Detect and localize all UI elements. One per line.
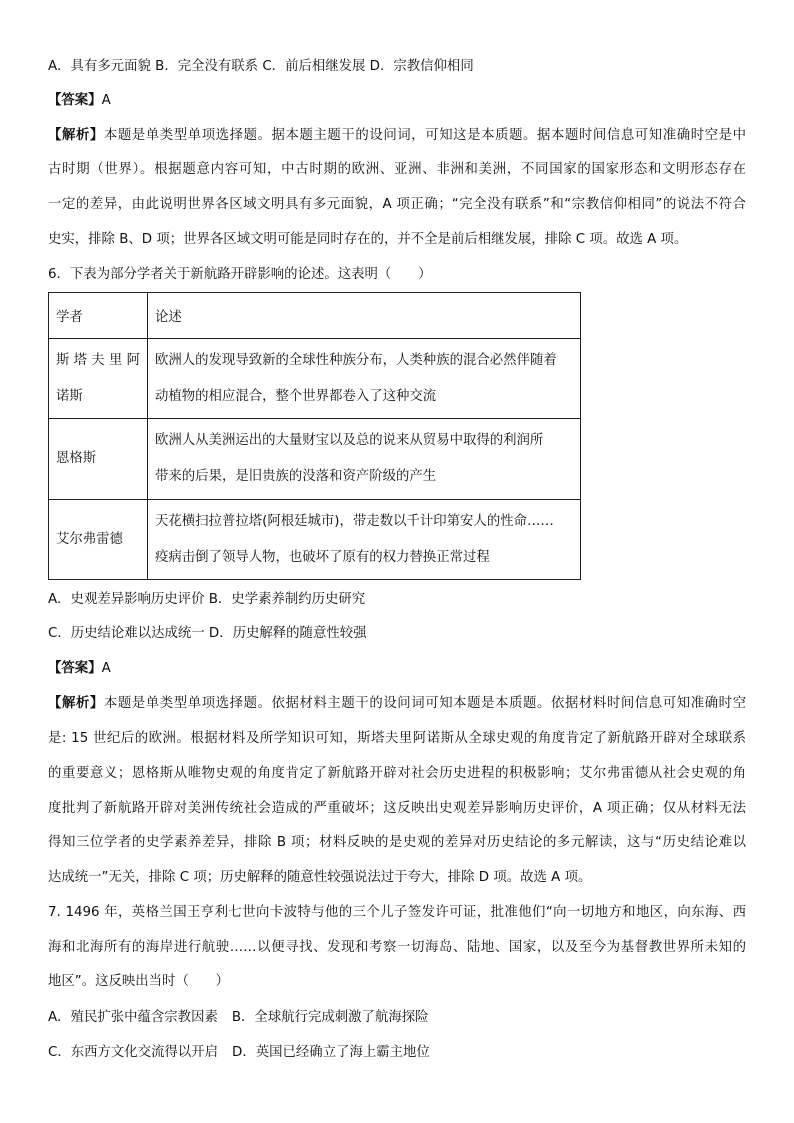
q7-options-row-2 bbox=[48, 1043, 430, 1063]
table-header-row bbox=[49, 293, 581, 339]
q5-analysis-line-2: 古时期（世界）。根据题意内容可知，中古时期的欧洲、亚洲、非洲和美洲，不同国家的国家形态和文明形态存在 bbox=[48, 162, 746, 177]
table-row bbox=[49, 500, 581, 580]
q6-analysis-line-3: 的重要意义；恩格斯从唯物史观的角度肯定了新航路开辟对社会历史进程的积极影响；艾尔弗雷德从社会史观的角 bbox=[48, 766, 746, 781]
q5-options: A．具有多元面貌 B．完全没有联系 C．前后相继发展 D．宗教信仰相同 bbox=[48, 59, 474, 74]
option-b: B．全球航行完成刺激了航海探险 bbox=[231, 1010, 429, 1025]
table-row bbox=[49, 339, 581, 419]
scholar-cell: 艾尔弗雷德 bbox=[49, 500, 148, 580]
q7-stem-line-3: 地区”。这反映出当时（ ） bbox=[48, 974, 230, 989]
analysis-tag: 【解析】 bbox=[48, 128, 104, 143]
q6-analysis-line-1: 【解析】本题是单类型单项选择题。依据材料主题干的设问词可知本题是本质题。依据材料时间信息可知准确时空 bbox=[48, 696, 747, 711]
q5-analysis-line-1: 【解析】本题是单类型单项选择题。据本题主题干的设问词，可知这是本质题。据本题时间信息可知准确时空是中 bbox=[48, 128, 747, 143]
header-statement: 论述 bbox=[148, 293, 581, 339]
header-scholar: 学者 bbox=[49, 293, 148, 339]
q5-analysis-line-3: 一定的差异，由此说明世界各区域文明具有多元面貌，A 项正确；“完全没有联系”和“宗教信仰相同”的说法不符合 bbox=[48, 197, 746, 212]
q6-analysis-line-6: 达成统一”无关，排除 C 项；历史解释的随意性较强说法过于夸大，排除 D 项。故选 A 项。 bbox=[48, 870, 592, 885]
q6-analysis-line-5: 得知三位学者的史学素养差异，排除 B 项；材料反映的是史观的差异对历史结论的多元解读，这与“历史结论难以 bbox=[48, 835, 746, 850]
option-c: C．东西方文化交流得以开启 bbox=[48, 1045, 219, 1060]
option-d: D．英国已经确立了海上霸主地位 bbox=[232, 1045, 430, 1060]
q6-analysis-line-2: 是: 15 世纪后的欧洲。根据材料及所学知识可知，斯塔夫里阿诺斯从全球史观的角度肯定了新航路开辟对全球联系 bbox=[48, 731, 746, 746]
q6-table bbox=[48, 292, 581, 580]
analysis-tag: 【解析】 bbox=[48, 696, 104, 711]
table-row bbox=[49, 419, 581, 500]
q6-stem: 6．下表为部分学者关于新航路开辟影响的论述。这表明（ ） bbox=[48, 267, 432, 282]
statement-cell: 欧洲人从美洲运出的大量财宝以及总的说来从贸易中取得的利润所 带来的后果，是旧贵族的没落和资产阶级的产生 bbox=[148, 419, 581, 500]
answer-tag: 【答案】 bbox=[48, 661, 102, 676]
answer-value: A bbox=[101, 93, 111, 108]
option-a: A．殖民扩张中蕴含宗教因素 bbox=[48, 1010, 218, 1025]
q6-options-1: A．史观差异影响历史评价 B．史学素养制约历史研究 bbox=[48, 592, 366, 607]
q5-answer-row bbox=[48, 91, 111, 111]
q6-answer-row bbox=[48, 659, 111, 679]
answer-tag: 【答案】 bbox=[48, 93, 102, 108]
scholar-cell: 恩格斯 bbox=[49, 419, 148, 500]
q7-stem-line-2: 海和北海所有的海岸进行航驶……以便寻找、发现和考察一切海岛、陆地、国家，以及至今为基督教世界所未知的 bbox=[48, 940, 746, 955]
q7-stem-line-1: 7. 1496 年，英格兰国王亨利七世向卡波特与他的三个儿子签发许可证，批准他们“向一切地方和地区，向东海、西 bbox=[48, 905, 746, 920]
q6-options-2: C．历史结论难以达成统一 D．历史解释的随意性较强 bbox=[48, 626, 367, 641]
q5-analysis-line-4: 史实，排除 B、D 项；世界各区域文明可能是同时存在的，并不全是前后相继发展，排除 C 项。故选 A 项。 bbox=[48, 232, 688, 247]
statement-cell: 天花横扫拉普拉塔(阿根廷城市)，带走数以千计印第安人的性命…… 疫病击倒了领导人物，也破坏了原有的权力替换正常过程 bbox=[148, 500, 581, 580]
scholar-cell: 斯塔夫里阿 诺斯 bbox=[49, 339, 148, 419]
answer-value: A bbox=[101, 661, 111, 676]
q7-options-row-1 bbox=[48, 1008, 429, 1028]
statement-cell: 欧洲人的发现导致新的全球性种族分布，人类种族的混合必然伴随着 动植物的相应混合，整个世界都卷入了这种交流 bbox=[148, 339, 581, 419]
q6-analysis-line-4: 度批判了新航路开辟对美洲传统社会造成的严重破坏；这反映出史观差异影响历史评价，A 项正确；仅从材料无法 bbox=[48, 801, 746, 816]
